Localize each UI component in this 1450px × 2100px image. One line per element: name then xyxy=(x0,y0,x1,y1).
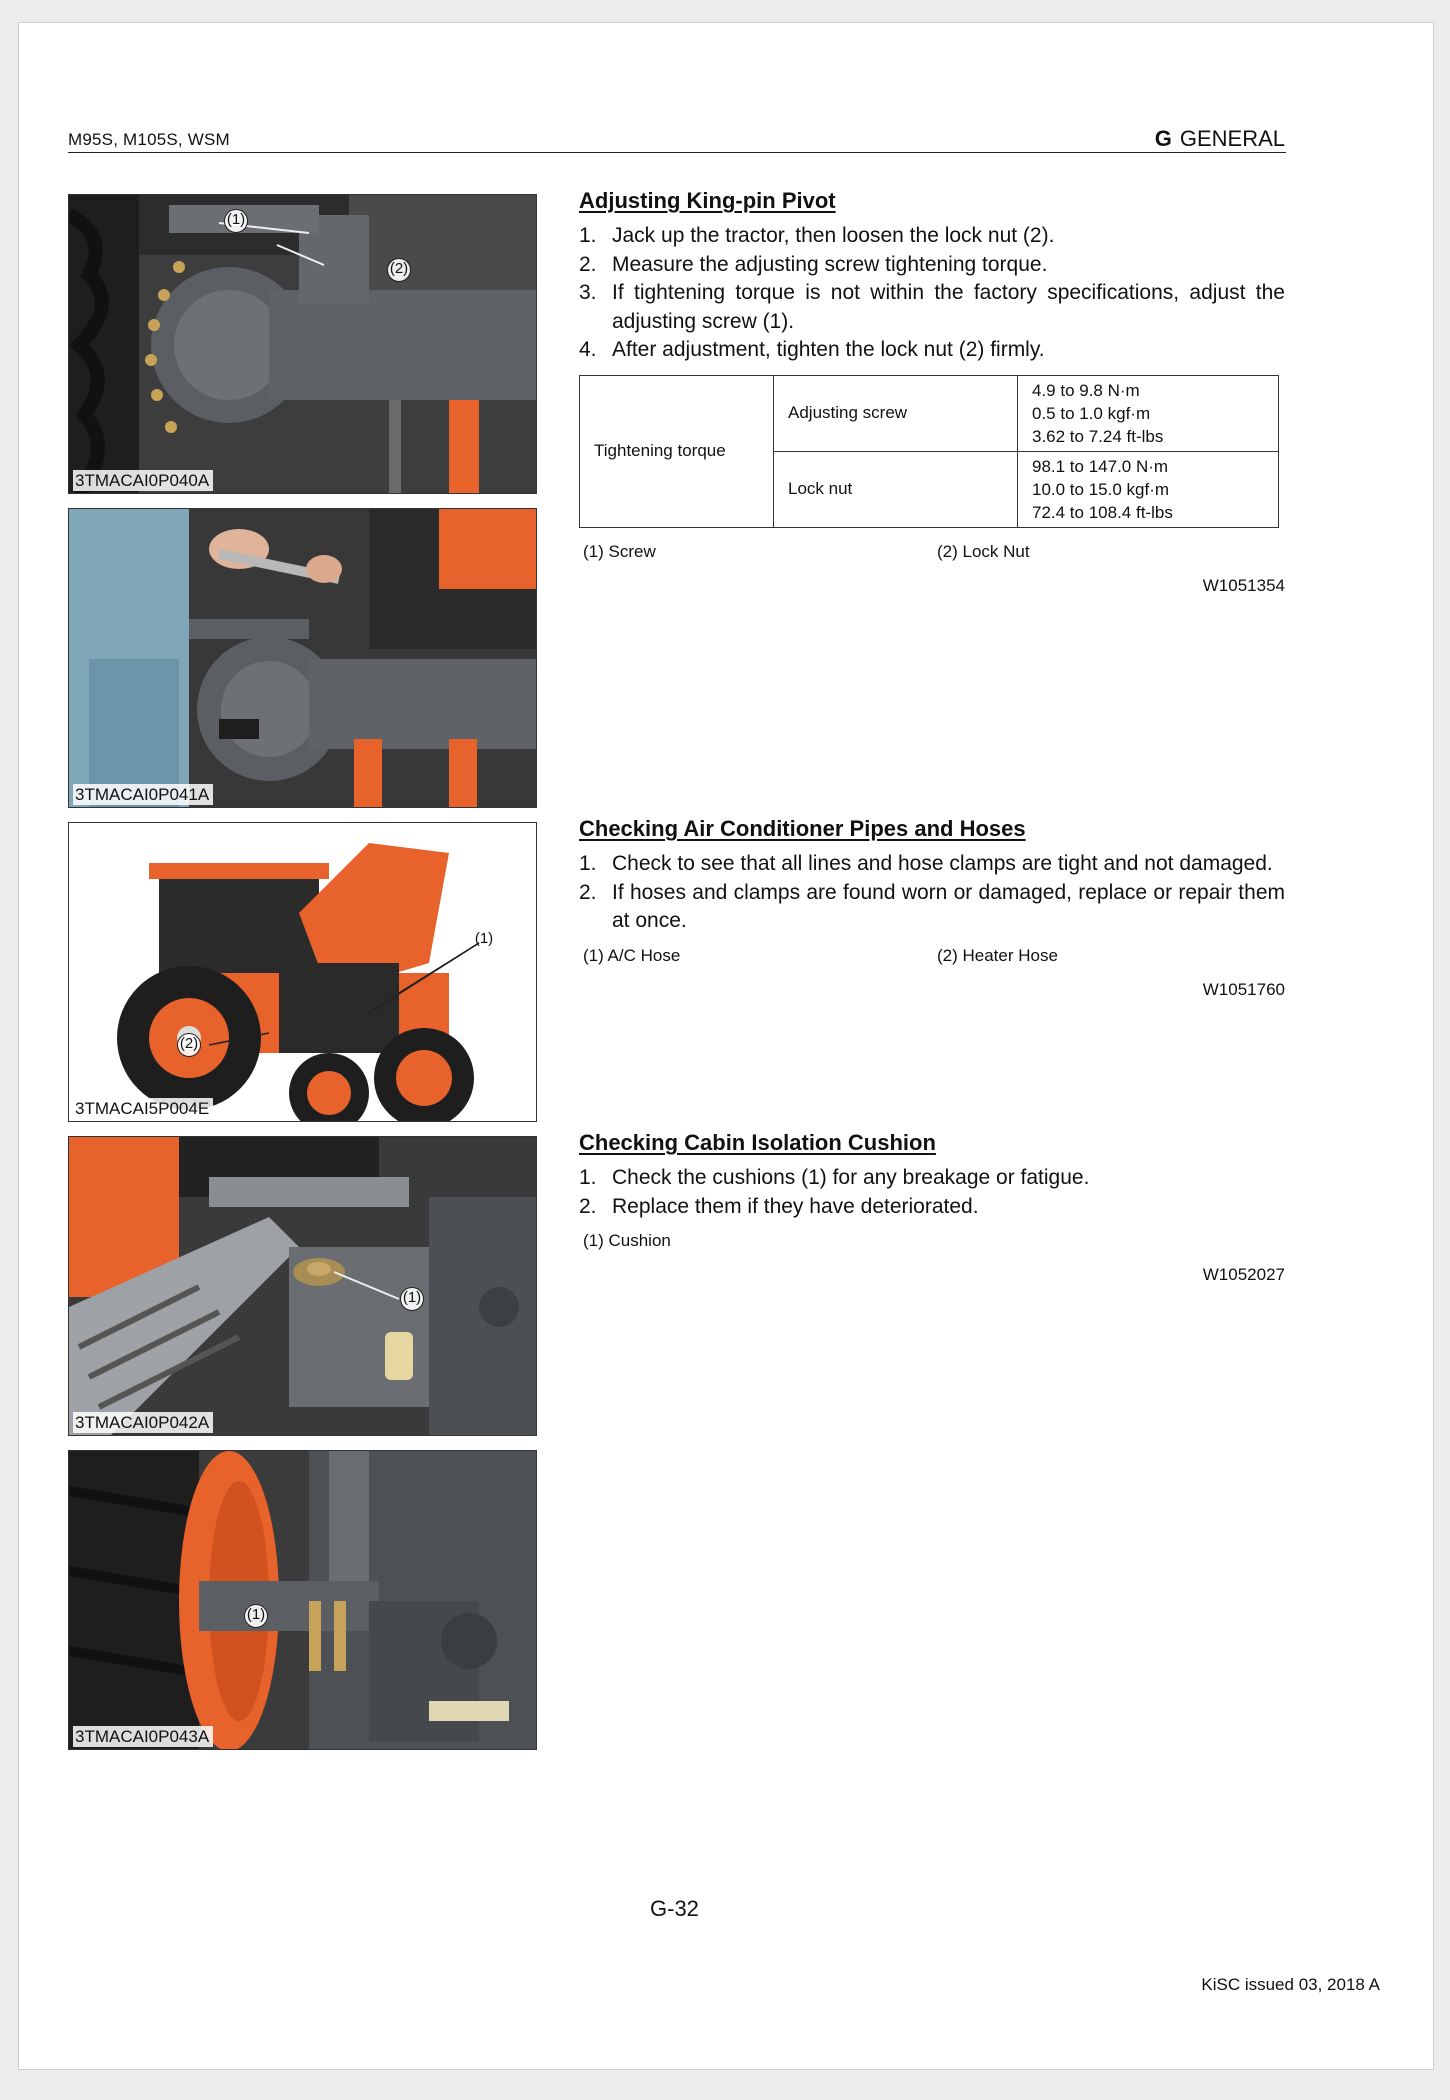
section-air-conditioner-hoses xyxy=(579,816,1285,1000)
step-item xyxy=(579,879,1285,936)
step-item xyxy=(579,1193,1285,1222)
step-text: Replace them if they have deteriorated. xyxy=(612,1194,979,1218)
callout-heater-hose: (2) xyxy=(177,1033,201,1057)
issue-note: KiSC issued 03, 2018 A xyxy=(1201,1975,1380,1994)
callout-lock-nut: (2) xyxy=(387,258,411,282)
legend-item: (2) Lock Nut xyxy=(937,541,1030,561)
table-label: Tightening torque xyxy=(580,375,774,527)
reference-code: W1052027 xyxy=(1202,1265,1285,1284)
step-number: 1. xyxy=(579,852,597,875)
spec-value: 10.0 to 15.0 kgf·m xyxy=(1032,479,1170,499)
torque-spec-table xyxy=(579,375,1279,528)
photo-code: 3TMACAI0P043A xyxy=(73,1726,213,1747)
step-item xyxy=(579,1164,1285,1193)
page-number: G-32 xyxy=(650,1896,699,1921)
section-name: GENERAL xyxy=(1179,126,1285,151)
callout-screw: (1) xyxy=(224,209,248,233)
step-number: 2. xyxy=(579,252,597,276)
step-item xyxy=(579,251,1285,280)
spec-value: 72.4 to 108.4 ft-lbs xyxy=(1032,502,1173,522)
table-item: Lock nut xyxy=(774,451,1018,527)
callout-ac-hose: (1) xyxy=(474,930,494,947)
spec-value: 4.9 to 9.8 N·m xyxy=(1032,380,1140,400)
photo-code: 3TMACAI0P042A xyxy=(73,1412,213,1433)
legend-item: (1) Cushion xyxy=(583,1231,671,1250)
photo-torque-wrench xyxy=(68,508,537,808)
callout-cushion: (1) xyxy=(400,1287,424,1311)
steps-list xyxy=(579,1164,1285,1221)
legend-item: (1) Screw xyxy=(583,541,656,561)
step-item xyxy=(579,850,1285,879)
step-text: Check to see that all lines and hose clamps are tight and not damaged. xyxy=(612,852,1273,875)
reference-code: W1051354 xyxy=(1202,575,1285,595)
legend xyxy=(579,542,1285,566)
step-number: 4. xyxy=(579,338,597,361)
photo-tractor-hood-open xyxy=(68,822,537,1122)
step-item xyxy=(579,279,1285,336)
section-cabin-isolation-cushion xyxy=(579,1130,1285,1285)
steps-list xyxy=(579,222,1285,365)
spec-value: 98.1 to 147.0 N·m xyxy=(1032,456,1169,476)
step-number: 2. xyxy=(579,880,597,904)
legend xyxy=(579,946,1285,970)
section-letter: G xyxy=(1154,126,1172,151)
section-king-pin-pivot xyxy=(579,188,1285,596)
reference-code: W1051760 xyxy=(1202,979,1285,999)
photo-cabin-cushion xyxy=(68,1136,537,1436)
table-spec xyxy=(1018,451,1279,527)
photo-code: 3TMACAI5P004E xyxy=(73,1098,213,1119)
section-header xyxy=(1155,126,1285,152)
step-text: Measure the adjusting screw tightening torque. xyxy=(612,252,1048,276)
step-number: 1. xyxy=(579,224,597,247)
photo-code: 3TMACAI0P040A xyxy=(73,470,213,491)
step-text: Check the cushions (1) for any breakage or fatigue. xyxy=(612,1166,1090,1189)
callout-cushion: (1) xyxy=(244,1604,268,1628)
spec-value: 3.62 to 7.24 ft-lbs xyxy=(1032,426,1164,446)
section-title: Adjusting King-pin Pivot xyxy=(579,188,836,213)
legend xyxy=(579,1231,1285,1255)
section-title: Checking Air Conditioner Pipes and Hoses xyxy=(579,816,1026,841)
step-number: 2. xyxy=(579,1194,597,1218)
model-header: M95S, M105S, WSM xyxy=(68,130,230,149)
step-text: After adjustment, tighten the lock nut (2) firmly. xyxy=(612,338,1045,361)
step-number: 3. xyxy=(579,281,597,304)
step-number: 1. xyxy=(579,1166,597,1189)
table-item: Adjusting screw xyxy=(774,375,1018,451)
photo-code: 3TMACAI0P041A xyxy=(73,784,213,805)
legend-item: (2) Heater Hose xyxy=(937,945,1058,965)
step-text: Jack up the tractor, then loosen the lock nut (2). xyxy=(612,224,1055,247)
section-title: Checking Cabin Isolation Cushion xyxy=(579,1130,936,1155)
step-text: If hoses and clamps are found worn or damaged, replace or repair them at once. xyxy=(612,880,1285,932)
photo-cushion-detail xyxy=(68,1450,537,1750)
table-spec xyxy=(1018,375,1279,451)
legend-item: (1) A/C Hose xyxy=(583,945,681,965)
step-item xyxy=(579,336,1285,365)
header-rule xyxy=(68,152,1286,153)
steps-list xyxy=(579,850,1285,936)
photo-king-pin-pivot xyxy=(68,194,537,494)
step-text: If tightening torque is not within the factory specifications, adjust the adjusting screw (1). xyxy=(612,281,1285,333)
spec-value: 0.5 to 1.0 kgf·m xyxy=(1032,403,1151,423)
step-item xyxy=(579,222,1285,251)
